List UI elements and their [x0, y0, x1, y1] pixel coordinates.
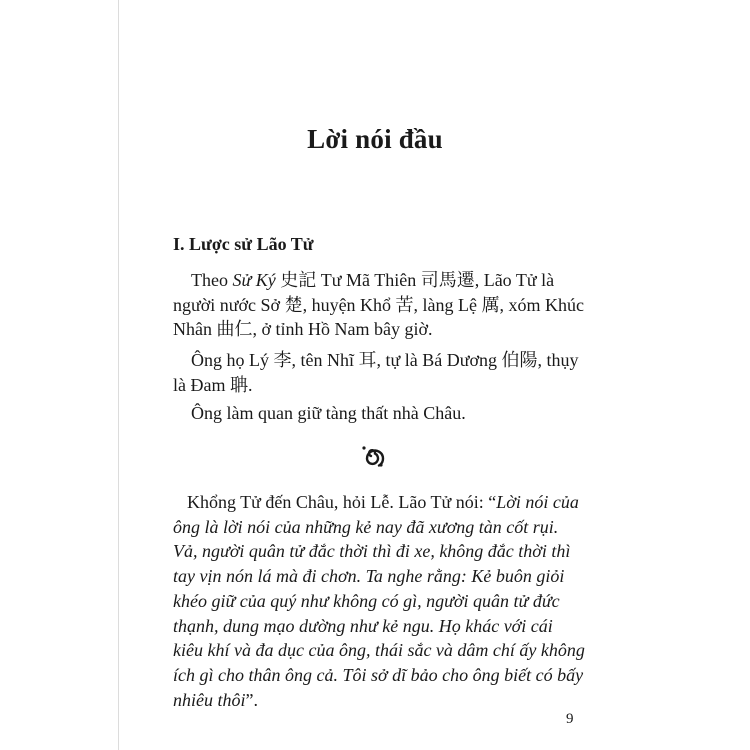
paragraph-4 [173, 490, 585, 712]
paragraph-1 [173, 268, 593, 342]
paragraph-2: Ông họ Lý 李, tên Nhĩ 耳, tự là Bá Dương 伯陽, thụy là Đam 聃. [173, 350, 579, 395]
paragraph-4-text-a: Khổng Tử đến Châu, hỏi Lễ. Lão Tử nói: “ [187, 492, 497, 512]
paragraph-1-text-c: 史記 Tư Mã Thiên 司馬遷, Lão Tử là người nước Sở 楚, huyện Khổ 苦, làng Lệ 厲, xóm Khúc Nhân 曲仁, ở tỉnh Hồ Nam bây giờ. [173, 270, 585, 339]
book-title-su-ky: Sử Ký [232, 270, 276, 290]
page-edge [118, 0, 119, 750]
page-number: 9 [566, 711, 574, 727]
swirl-ornament-icon [355, 442, 389, 470]
paragraph-1-text-a: Theo [191, 270, 233, 290]
paragraph-3: Ông làm quan giữ tàng thất nhà Châu. [191, 403, 466, 423]
paragraph-4-quote: Lời nói của ông là lời nói của những kẻ nay đã xương tàn cốt rụi. Vả, người quân tử đắc thời thì đi xe, không đắc thời thì tay vịn nón lá mà đi chơn. Ta nghe rằng: Kẻ buôn giỏi khéo giữ của quý như không có gì, người quân tử đức thạnh, dung mạo dường như kẻ ngu. Họ khác với cái kiêu khí và đa dục của ông, thái sắc và dâm chí ấy không ích gì cho thân ông cả. Tôi sở dĩ bảo cho ông biết có bấy nhiêu thôi [173, 492, 585, 710]
section-heading: I. Lược sử Lão Tử [173, 234, 314, 254]
paragraph-4-text-c: ”. [245, 689, 258, 710]
page-title: Lời nói đầu [307, 124, 443, 154]
